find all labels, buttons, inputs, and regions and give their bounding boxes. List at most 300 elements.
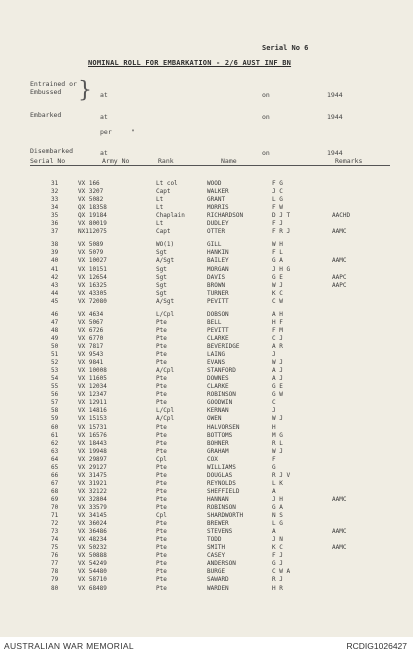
serial-cell: 35: [51, 212, 59, 220]
entrained-at: at: [100, 91, 108, 99]
army-number-cell: VX 72080: [78, 297, 107, 305]
embarked-at: at: [100, 113, 108, 121]
name-cell: BELL: [207, 318, 222, 326]
army-number-cell: VX 32122: [78, 487, 107, 495]
disembarked-label: Disembarked: [30, 147, 74, 155]
initials-cell: A H: [272, 310, 283, 318]
table-row: [0, 319, 413, 327]
name-cell: REYNOLDS: [207, 479, 236, 487]
per-ditto-mark: ": [131, 128, 135, 136]
serial-cell: 61: [51, 431, 59, 439]
brace-mark: }: [78, 78, 92, 103]
serial-cell: 43: [51, 281, 59, 289]
table-row: [0, 257, 413, 265]
army-number-cell: VX 16576: [78, 431, 107, 439]
rank-cell: Pte: [156, 343, 167, 350]
name-cell: ROBINSON: [207, 391, 236, 399]
table-row: [0, 520, 413, 528]
name-cell: STANFORD: [207, 367, 236, 375]
serial-cell: 41: [51, 265, 59, 273]
table-row: [0, 456, 413, 464]
rank-cell: Pte: [156, 552, 167, 560]
initials-cell: D J T: [272, 212, 291, 220]
rank-cell: Pte: [156, 528, 167, 536]
header-rule: [30, 165, 390, 166]
name-cell: PEVITT: [207, 326, 229, 334]
army-number-cell: VX 31921: [78, 479, 107, 487]
army-number-cell: VX 9841: [78, 359, 104, 367]
footer-reference: RCDIG1026427: [346, 641, 407, 651]
table-row: [0, 359, 413, 367]
army-number-cell: VX 54249: [78, 560, 107, 568]
entrained-on: on: [262, 91, 270, 99]
rank-cell: Lt: [156, 196, 164, 204]
serial-cell: 60: [51, 423, 59, 431]
serial-cell: 59: [51, 415, 59, 423]
rank-cell: A/Sgt: [156, 257, 175, 265]
rank-cell: Lt: [156, 204, 164, 212]
rank-cell: Pte: [156, 544, 167, 552]
table-row: [0, 576, 413, 584]
table-row: [0, 282, 413, 290]
army-number-cell: VX 36024: [78, 520, 107, 527]
rank-cell: Pte: [156, 471, 167, 479]
name-cell: DAVIS: [207, 273, 226, 281]
initials-cell: A: [272, 487, 276, 495]
army-number-cell: VX 4634: [78, 310, 104, 318]
initials-cell: H R: [272, 584, 283, 592]
table-row: [0, 568, 413, 576]
army-number-cell: VX 3207: [78, 188, 104, 196]
army-number-cell: QX 18358: [78, 204, 107, 212]
serial-cell: 78: [51, 568, 59, 576]
table-row: [0, 399, 413, 407]
table-row: [0, 464, 413, 472]
serial-cell: 69: [51, 495, 59, 503]
rank-cell: Sgt: [156, 273, 167, 281]
initials-cell: W J: [272, 359, 283, 367]
table-row: [0, 298, 413, 306]
name-cell: SAWARD: [207, 576, 229, 584]
serial-cell: 51: [51, 351, 59, 358]
initials-cell: J H: [272, 495, 283, 503]
initials-cell: G W: [272, 391, 283, 399]
table-row: [0, 228, 413, 236]
initials-cell: R J V: [272, 471, 291, 479]
name-cell: DOWNES: [207, 375, 229, 383]
serial-cell: 31: [51, 180, 59, 187]
serial-cell: 72: [51, 520, 59, 527]
name-cell: MORGAN: [207, 265, 229, 273]
initials-cell: A: [272, 528, 276, 536]
name-cell: BREWER: [207, 520, 229, 527]
serial-cell: 62: [51, 439, 59, 447]
initials-cell: R L: [272, 439, 283, 447]
embarked-per: per: [100, 128, 112, 136]
serial-number: Serial No 6: [262, 44, 309, 52]
name-cell: WILLIAMS: [207, 463, 236, 471]
initials-cell: W J: [272, 447, 283, 455]
table-row: [0, 391, 413, 399]
name-cell: RICHARDSON: [207, 212, 244, 220]
name-cell: BEVERIDGE: [207, 343, 240, 350]
name-cell: BURGE: [207, 568, 226, 576]
initials-cell: H F: [272, 318, 283, 326]
army-number-cell: VX 12034: [78, 383, 107, 391]
name-cell: WOOD: [207, 180, 222, 187]
name-cell: GRAHAM: [207, 447, 229, 455]
rank-cell: Pte: [156, 375, 167, 383]
table-row: [0, 311, 413, 319]
rank-cell: Sgt: [156, 289, 167, 297]
embarked-year: 1944: [327, 113, 343, 121]
serial-cell: 77: [51, 560, 59, 568]
army-number-cell: VX 15731: [78, 423, 107, 431]
initials-cell: L G: [272, 196, 283, 204]
name-cell: SHARDWORTH: [207, 512, 244, 519]
name-cell: CLARKE: [207, 334, 229, 342]
army-number-cell: VX 68489: [78, 584, 107, 592]
serial-cell: 71: [51, 512, 59, 519]
serial-cell: 63: [51, 447, 59, 455]
serial-cell: 37: [51, 228, 59, 236]
rank-cell: Pte: [156, 423, 167, 431]
name-cell: COX: [207, 455, 218, 463]
army-number-cell: VX 16325: [78, 281, 107, 289]
initials-cell: F W: [272, 204, 283, 212]
rank-cell: Pte: [156, 584, 167, 592]
serial-cell: 67: [51, 479, 59, 487]
initials-cell: G: [272, 463, 276, 471]
remarks-cell: AACHD: [332, 212, 351, 220]
table-row: [0, 585, 413, 593]
initials-cell: J N: [272, 536, 283, 544]
name-cell: WALKER: [207, 188, 229, 196]
name-cell: KERNAN: [207, 407, 229, 415]
army-number-cell: VX 54480: [78, 568, 107, 576]
initials-cell: C W A: [272, 568, 291, 576]
table-row: [0, 241, 413, 249]
name-cell: OWEN: [207, 415, 222, 423]
serial-cell: 58: [51, 407, 59, 415]
table-row: [0, 512, 413, 520]
disembarked-on: on: [262, 149, 270, 157]
serial-cell: 34: [51, 204, 59, 212]
table-row: [0, 367, 413, 375]
army-number-cell: VX 48234: [78, 536, 107, 544]
name-cell: TODD: [207, 536, 222, 544]
rank-cell: Pte: [156, 536, 167, 544]
name-cell: ROBINSON: [207, 504, 236, 511]
name-cell: GILL: [207, 241, 222, 249]
table-row: [0, 424, 413, 432]
table-row: [0, 407, 413, 415]
rank-cell: Chaplain: [156, 212, 185, 220]
rank-cell: Pte: [156, 359, 167, 367]
initials-cell: A J: [272, 367, 283, 375]
army-number-cell: VX 6770: [78, 334, 104, 342]
initials-cell: G A: [272, 257, 283, 265]
name-cell: ANDERSON: [207, 560, 236, 568]
rank-cell: Pte: [156, 495, 167, 503]
army-number-cell: VX 11605: [78, 375, 107, 383]
serial-cell: 44: [51, 289, 59, 297]
table-row: [0, 212, 413, 220]
army-number-cell: VX 12911: [78, 399, 107, 407]
initials-cell: J: [272, 351, 276, 358]
name-cell: CASEY: [207, 552, 226, 560]
initials-cell: J C: [272, 188, 283, 196]
army-number-cell: VX 50888: [78, 552, 107, 560]
serial-cell: 53: [51, 367, 59, 375]
serial-cell: 76: [51, 552, 59, 560]
table-row: [0, 204, 413, 212]
rank-cell: Pte: [156, 318, 167, 326]
table-row: [0, 528, 413, 536]
army-number-cell: VX 9543: [78, 351, 104, 358]
army-number-cell: VX 5067: [78, 318, 104, 326]
rank-cell: Lt: [156, 220, 164, 228]
initials-cell: N S: [272, 512, 283, 519]
name-cell: BOTTOMS: [207, 431, 233, 439]
rank-cell: Pte: [156, 520, 167, 527]
serial-cell: 38: [51, 241, 59, 249]
initials-cell: H: [272, 423, 276, 431]
initials-cell: F: [272, 455, 276, 463]
table-row: [0, 327, 413, 335]
initials-cell: F M: [272, 326, 283, 334]
rank-cell: Pte: [156, 479, 167, 487]
rank-cell: Pte: [156, 576, 167, 584]
rank-cell: L/Cpl: [156, 310, 175, 318]
rank-cell: Sgt: [156, 281, 167, 289]
table-row: [0, 220, 413, 228]
initials-cell: A R: [272, 343, 283, 350]
initials-cell: F J: [272, 552, 283, 560]
rank-cell: Cpl: [156, 512, 167, 519]
initials-cell: G E: [272, 273, 283, 281]
serial-cell: 54: [51, 375, 59, 383]
initials-cell: L G: [272, 520, 283, 527]
table-row: [0, 496, 413, 504]
army-number-cell: VX 18443: [78, 439, 107, 447]
army-number-cell: VX 10008: [78, 367, 107, 375]
rank-cell: A/Cpl: [156, 415, 175, 423]
army-number-cell: VX 58710: [78, 576, 107, 584]
table-row: [0, 472, 413, 480]
name-cell: DOUGLAS: [207, 471, 233, 479]
initials-cell: C: [272, 399, 276, 407]
army-number-cell: VX 32804: [78, 495, 107, 503]
serial-cell: 65: [51, 463, 59, 471]
serial-cell: 70: [51, 504, 59, 511]
rank-cell: WO(1): [156, 241, 175, 249]
remarks-cell: AAMC: [332, 528, 347, 536]
rank-cell: Pte: [156, 431, 167, 439]
rank-cell: Sgt: [156, 249, 167, 257]
table-row: [0, 488, 413, 496]
army-number-cell: VX 19948: [78, 447, 107, 455]
army-number-cell: VX 33579: [78, 504, 107, 511]
name-cell: GOODWIN: [207, 399, 233, 407]
rank-cell: Pte: [156, 383, 167, 391]
rank-cell: Capt: [156, 188, 171, 196]
initials-cell: C W: [272, 297, 283, 305]
footer-credit: AUSTRALIAN WAR MEMORIAL: [4, 641, 134, 651]
serial-cell: 46: [51, 310, 59, 318]
table-row: [0, 415, 413, 423]
serial-cell: 79: [51, 576, 59, 584]
table-row: [0, 544, 413, 552]
rank-cell: Cpl: [156, 455, 167, 463]
army-number-cell: VX 31475: [78, 471, 107, 479]
name-cell: TURNER: [207, 289, 229, 297]
army-number-cell: VX 29897: [78, 455, 107, 463]
rank-cell: Pte: [156, 487, 167, 495]
army-number-cell: VX 36486: [78, 528, 107, 536]
serial-cell: 80: [51, 584, 59, 592]
initials-cell: F J: [272, 220, 283, 228]
rank-cell: Lt col: [156, 180, 178, 187]
initials-cell: F R J: [272, 228, 291, 236]
serial-cell: 50: [51, 343, 59, 350]
army-number-cell: VX 5089: [78, 241, 104, 249]
serial-cell: 55: [51, 383, 59, 391]
entrained-label: Entrained or Embussed: [30, 80, 77, 96]
table-row: [0, 440, 413, 448]
initials-cell: W H: [272, 241, 283, 249]
army-number-cell: VX 14816: [78, 407, 107, 415]
initials-cell: J: [272, 407, 276, 415]
serial-cell: 52: [51, 359, 59, 367]
name-cell: PEVITT: [207, 297, 229, 305]
table-row: [0, 480, 413, 488]
table-row: [0, 552, 413, 560]
column-header-name: Name: [221, 157, 237, 165]
entrained-year: 1944: [327, 91, 343, 99]
remarks-cell: AAPC: [332, 281, 347, 289]
name-cell: HANNAN: [207, 495, 229, 503]
serial-cell: 66: [51, 471, 59, 479]
remarks-cell: AAMC: [332, 544, 347, 552]
name-cell: WARDEN: [207, 584, 229, 592]
column-header-army: Army No: [102, 157, 130, 165]
serial-cell: 39: [51, 249, 59, 257]
initials-cell: F L: [272, 249, 283, 257]
serial-cell: 73: [51, 528, 59, 536]
initials-cell: M G: [272, 431, 283, 439]
initials-cell: K C: [272, 289, 283, 297]
table-row: [0, 335, 413, 343]
army-number-cell: VX 5082: [78, 196, 104, 204]
remarks-cell: AAMC: [332, 257, 347, 265]
army-number-cell: VX 34145: [78, 512, 107, 519]
rank-cell: Pte: [156, 351, 167, 358]
rank-cell: Pte: [156, 447, 167, 455]
table-row: [0, 432, 413, 440]
table-row: [0, 196, 413, 204]
name-cell: STEVENS: [207, 528, 233, 536]
remarks-cell: AAPC: [332, 273, 347, 281]
rank-cell: Pte: [156, 568, 167, 576]
army-number-cell: VX 6726: [78, 326, 104, 334]
table-row: [0, 504, 413, 512]
initials-cell: G E: [272, 383, 283, 391]
serial-cell: 36: [51, 220, 59, 228]
rank-cell: L/Cpl: [156, 407, 175, 415]
rank-cell: Sgt: [156, 265, 167, 273]
name-cell: GRANT: [207, 196, 226, 204]
initials-cell: A J: [272, 375, 283, 383]
name-cell: BOHNER: [207, 439, 229, 447]
name-cell: DOBSON: [207, 310, 229, 318]
army-number-cell: VX 43305: [78, 289, 107, 297]
rank-cell: A/Sgt: [156, 297, 175, 305]
footer: [0, 637, 413, 654]
army-number-cell: VX 166: [78, 180, 100, 187]
army-number-cell: VX 10151: [78, 265, 107, 273]
serial-cell: 40: [51, 257, 59, 265]
army-number-cell: VX 15153: [78, 415, 107, 423]
column-header-rank: Rank: [158, 157, 174, 165]
serial-cell: 75: [51, 544, 59, 552]
column-header-remarks: Remarks: [335, 157, 363, 165]
serial-cell: 68: [51, 487, 59, 495]
serial-cell: 74: [51, 536, 59, 544]
initials-cell: C J: [272, 334, 283, 342]
remarks-cell: AAMC: [332, 228, 347, 236]
embarked-on: on: [262, 113, 270, 121]
serial-cell: 64: [51, 455, 59, 463]
serial-cell: 42: [51, 273, 59, 281]
disembarked-year: 1944: [327, 149, 343, 157]
initials-cell: L K: [272, 479, 283, 487]
rank-cell: Pte: [156, 504, 167, 511]
rank-cell: Pte: [156, 439, 167, 447]
name-cell: BROWN: [207, 281, 226, 289]
initials-cell: W J: [272, 281, 283, 289]
table-row: [0, 383, 413, 391]
army-number-cell: VX 80019: [78, 220, 107, 228]
serial-cell: 57: [51, 399, 59, 407]
document-title: NOMINAL ROLL FOR EMBARKATION - 2/6 AUST INF BN: [88, 59, 292, 67]
table-row: [0, 343, 413, 351]
army-number-cell: VX 12654: [78, 273, 107, 281]
serial-cell: 45: [51, 297, 59, 305]
name-cell: OTTER: [207, 228, 226, 236]
table-row: [0, 274, 413, 282]
column-header-serial: Serial No: [30, 157, 66, 165]
name-cell: HANKIN: [207, 249, 229, 257]
name-cell: HALVORSEN: [207, 423, 240, 431]
rank-cell: Capt: [156, 228, 171, 236]
table-row: [0, 560, 413, 568]
rank-cell: Pte: [156, 399, 167, 407]
embarked-label: Embarked: [30, 111, 62, 119]
initials-cell: G J: [272, 560, 283, 568]
name-cell: SMITH: [207, 544, 226, 552]
name-cell: DUDLEY: [207, 220, 229, 228]
army-number-cell: VX 7817: [78, 343, 104, 350]
army-number-cell: VX 5079: [78, 249, 104, 257]
initials-cell: F G: [272, 180, 283, 187]
rank-cell: Pte: [156, 560, 167, 568]
initials-cell: G A: [272, 504, 283, 511]
army-number-cell: VX 10027: [78, 257, 107, 265]
name-cell: CLARKE: [207, 383, 229, 391]
rank-cell: Pte: [156, 391, 167, 399]
table-row: [0, 249, 413, 257]
